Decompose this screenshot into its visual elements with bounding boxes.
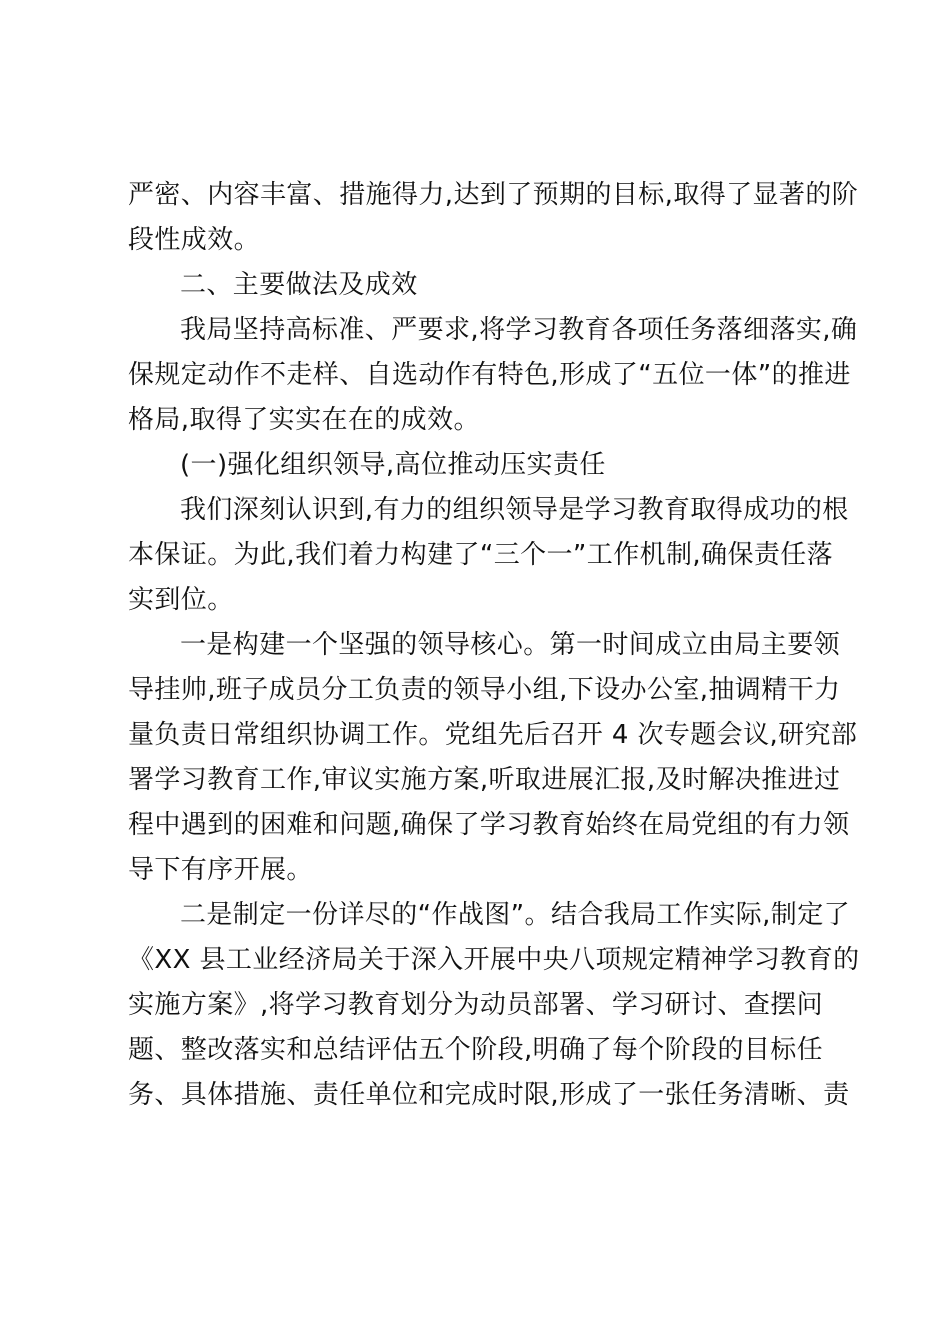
text-line: 格局,取得了实实在在的成效。 xyxy=(128,405,480,435)
text-line: 二是制定一份详尽的“作战图”。结合我局工作实际,制定了 xyxy=(180,900,851,930)
text-line: 本保证。为此,我们着力构建了“三个一”工作机制,确保责任落 xyxy=(128,540,834,570)
section-heading: 二、主要做法及成效 xyxy=(180,270,418,300)
text-line: 《XX 县工业经济局关于深入开展中央八项规定精神学习教育的 xyxy=(128,945,860,975)
text-line: 题、整改落实和总结评估五个阶段,明确了每个阶段的目标任 xyxy=(128,1035,824,1065)
text-line: 量负责日常组织协调工作。党组先后召开 4 次专题会议,研究部 xyxy=(128,720,858,750)
subsection-heading: (一)强化组织领导,高位推动压实责任 xyxy=(180,450,606,480)
text-line: 导挂帅,班子成员分工负责的领导小组,下设办公室,抽调精干力 xyxy=(128,675,841,705)
text-line: 实施方案》,将学习教育划分为动员部署、学习研讨、查摆问 xyxy=(128,990,824,1020)
text-line: 保规定动作不走样、自选动作有特色,形成了“五位一体”的推进 xyxy=(128,360,851,390)
text-line: 我局坚持高标准、严要求,将学习教育各项任务落细落实,确 xyxy=(180,315,858,345)
text-line: 署学习教育工作,审议实施方案,听取进展汇报,及时解决推进过 xyxy=(128,765,841,795)
text-line: 一是构建一个坚强的领导核心。第一时间成立由局主要领 xyxy=(180,630,841,660)
text-line: 我们深刻认识到,有力的组织领导是学习教育取得成功的根 xyxy=(180,495,849,525)
text-line: 务、具体措施、责任单位和完成时限,形成了一张任务清晰、责 xyxy=(128,1080,850,1110)
text-line: 段性成效。 xyxy=(128,225,261,255)
text-line: 程中遇到的困难和问题,确保了学习教育始终在局党组的有力领 xyxy=(128,810,850,840)
text-line: 实到位。 xyxy=(128,585,234,615)
text-line: 严密、内容丰富、措施得力,达到了预期的目标,取得了显著的阶 xyxy=(128,180,859,210)
text-line: 导下有序开展。 xyxy=(128,855,313,885)
